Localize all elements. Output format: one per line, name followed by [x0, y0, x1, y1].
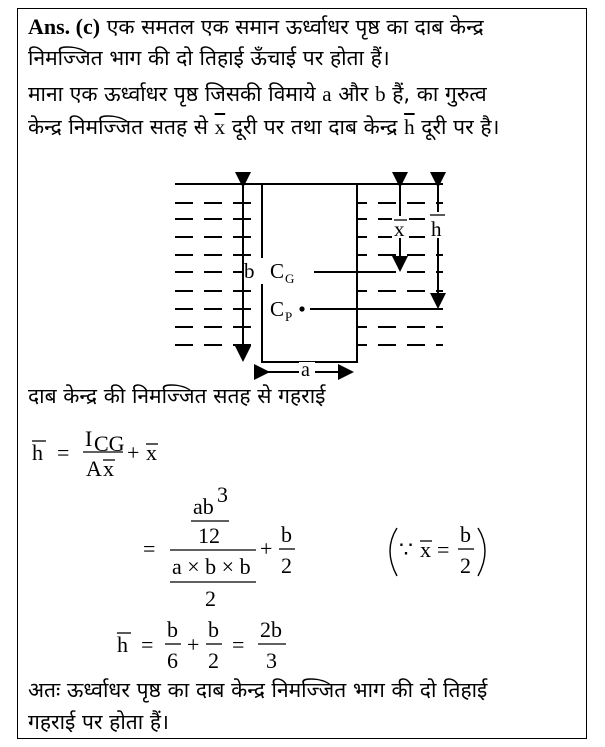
eq1-x-den: x — [103, 456, 114, 481]
statement-line-1: एक समतल एक समान ऊर्ध्वाधर पृष्ठ का दाब केन्द्र — [106, 15, 484, 39]
eq3-3: 3 — [266, 648, 277, 673]
eq3-2b: 2b — [260, 617, 282, 642]
eq3-equals: = — [141, 632, 154, 657]
eq2-ab-sup: 3 — [217, 482, 228, 507]
eq3-plus: + — [187, 632, 200, 657]
eq3-h: h — [117, 632, 128, 657]
and-word: और — [338, 82, 369, 106]
eq2-2b: 2 — [281, 553, 292, 578]
equation-1 — [32, 426, 158, 481]
h-bar-symbol: $\overline{h}$ — [404, 115, 415, 139]
because-note — [390, 522, 485, 578]
eq2-axbxb: a × b × b — [172, 554, 251, 579]
depth-heading: दाब केन्द्र की निमज्जित सतह से गहराई — [28, 384, 326, 408]
eq2-ab: ab — [193, 494, 214, 519]
eq1-x: x — [146, 440, 157, 465]
label-xbar: x — [394, 217, 405, 241]
because-b: b — [460, 522, 471, 547]
eq1-plus: + — [127, 440, 140, 465]
eq3-6: 6 — [167, 648, 178, 673]
eq1-h: h — [32, 440, 43, 465]
label-hbar: h — [431, 217, 442, 241]
because-2: 2 — [460, 553, 471, 578]
assumption-text-1: माना एक ऊर्ध्वाधर पृष्ठ जिसकी विमाये — [28, 82, 316, 106]
statement-line-2: निमज्जित भाग की दो तिहाई ऊँचाई पर होता हैं। — [28, 46, 390, 70]
eq2-2: 2 — [205, 586, 216, 611]
eq1-I: I — [85, 426, 93, 451]
label-b: b — [244, 259, 255, 283]
assumption-text-5: दूरी पर है। — [421, 115, 500, 139]
equation-3 — [117, 617, 286, 673]
eq3-b2: b — [208, 617, 219, 642]
conclusion-line-2: गहराई पर होता हैं। — [28, 710, 169, 734]
var-a: a — [322, 82, 332, 106]
label-cg-sub: G — [285, 271, 295, 286]
because-x: x — [420, 537, 431, 562]
eq2-equals: = — [143, 536, 156, 561]
eq2-plus: + — [260, 536, 273, 561]
conclusion-line-1: अतः ऊर्ध्वाधर पृष्ठ का दाब केन्द्र निमज्जित भाग की दो तिहाई — [28, 678, 488, 702]
because-eq: = — [437, 537, 450, 562]
eq3-b1: b — [167, 617, 178, 642]
label-a: a — [301, 359, 310, 381]
eq2-b: b — [281, 522, 292, 547]
because-symbol: ∵ — [399, 537, 413, 562]
eq3-equals2: = — [232, 632, 245, 657]
assumption-text-4: दूरी पर तथा दाब केन्द्र — [231, 115, 398, 139]
label-cp-sub: P — [285, 309, 293, 324]
eq2-12: 12 — [198, 523, 220, 548]
equation-2 — [143, 482, 295, 611]
answer-label: Ans. (c) — [28, 14, 101, 39]
assumption-text-3: केन्द्र निमज्जित सतह से — [28, 115, 208, 139]
eq1-equals: = — [57, 440, 70, 465]
label-cp: C — [270, 297, 285, 321]
assumption-text-2: हैं, का गुरुत्व — [392, 82, 487, 106]
eq1-I-sub: CG — [94, 431, 125, 456]
eq3-2: 2 — [208, 648, 219, 673]
label-cg: C — [270, 259, 285, 283]
x-bar-symbol: $\overline{x}$ — [214, 115, 226, 139]
var-b: b — [375, 82, 386, 106]
eq1-A: A — [86, 456, 102, 481]
